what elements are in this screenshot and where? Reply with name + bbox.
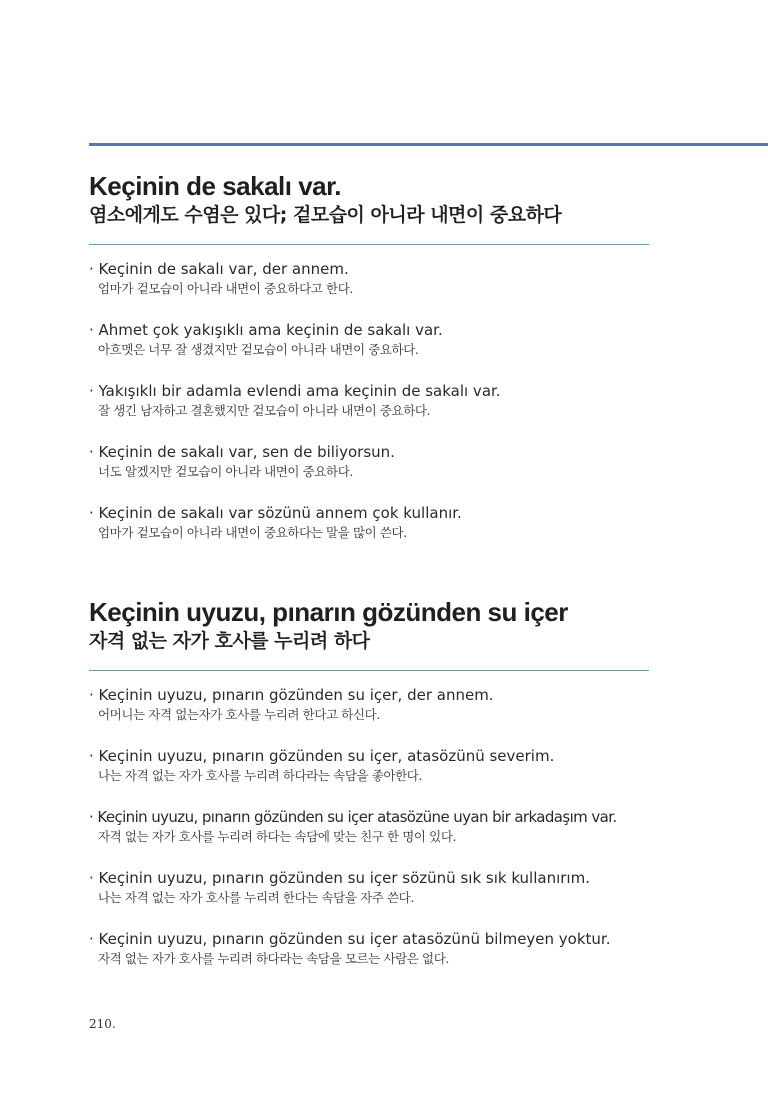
section-divider [89, 670, 649, 671]
example-item [89, 868, 649, 908]
example-sentence: · Keçinin de sakalı var, der annem. [89, 260, 349, 278]
top-rule [89, 143, 768, 146]
example-item [89, 442, 649, 482]
example-sentence: · Keçinin uyuzu, pınarın gözünden su içer, der annem. [89, 686, 494, 704]
example-sentence: · Keçinin uyuzu, pınarın gözünden su içer atasözünü bilmeyen yoktur. [89, 930, 611, 948]
example-sentence: · Yakışıklı bir adamla evlendi ama keçinin de sakalı var. [89, 382, 501, 400]
example-translation: 나는 자격 없는 자가 호사를 누리려 한다는 속담을 자주 쓴다. [98, 890, 414, 905]
example-translation: 엄마가 겉모습이 아니라 내면이 중요하다고 한다. [98, 281, 353, 296]
proverb-translation: 염소에게도 수염은 있다; 겉모습이 아니라 내면이 중요하다 [89, 204, 562, 226]
example-translation: 너도 알겠지만 겉모습이 아니라 내면이 중요하다. [98, 464, 353, 479]
example-item [89, 320, 649, 360]
example-translation: 어머니는 자격 없는자가 호사를 누리려 한다고 하신다. [98, 707, 380, 722]
example-sentence: · Ahmet çok yakışıklı ama keçinin de sakalı var. [89, 321, 443, 339]
proverb-translation: 자격 없는 자가 호사를 누리려 하다 [89, 630, 370, 652]
example-sentence: · Keçinin de sakalı var sözünü annem çok kullanır. [89, 504, 462, 522]
example-item [89, 929, 649, 969]
example-item [89, 807, 649, 847]
example-translation: 잘 생긴 남자하고 결혼했지만 겉모습이 아니라 내면이 중요하다. [98, 403, 431, 418]
example-translation: 자격 없는 자가 호사를 누리려 하다는 속담에 맞는 친구 한 명이 있다. [98, 829, 457, 844]
example-item [89, 381, 649, 421]
example-translation: 아흐멧은 너무 잘 생겼지만 겉모습이 아니라 내면이 중요하다. [98, 342, 419, 357]
example-sentence: · Keçinin de sakalı var, sen de biliyorsun. [89, 443, 395, 461]
example-item [89, 746, 649, 786]
proverb-title: Keçinin uyuzu, pınarın gözünden su içer [89, 597, 568, 627]
section-divider [89, 244, 649, 245]
example-sentence: · Keçinin uyuzu, pınarın gözünden su içer, atasözünü severim. [89, 747, 555, 765]
example-item [89, 503, 649, 543]
proverb-section-2 [89, 596, 649, 990]
example-translation: 엄마가 겉모습이 아니라 내면이 중요하다는 말을 많이 쓴다. [98, 525, 407, 540]
example-translation: 나는 자격 없는 자가 호사를 누리려 하다라는 속담을 좋아한다. [98, 768, 423, 783]
proverb-title: Keçinin de sakalı var. [89, 171, 342, 201]
example-item [89, 259, 649, 299]
example-sentence: · Keçinin uyuzu, pınarın gözünden su içer atasözüne uyan bir arkadaşım var. [89, 808, 617, 826]
example-translation: 자격 없는 자가 호사를 누리려 하다라는 속담을 모르는 사람은 없다. [98, 951, 449, 966]
proverb-section-1 [89, 170, 649, 564]
page-number: 210. [89, 1017, 116, 1031]
example-sentence: · Keçinin uyuzu, pınarın gözünden su içer sözünü sık sık kullanırım. [89, 869, 590, 887]
example-item [89, 685, 649, 725]
